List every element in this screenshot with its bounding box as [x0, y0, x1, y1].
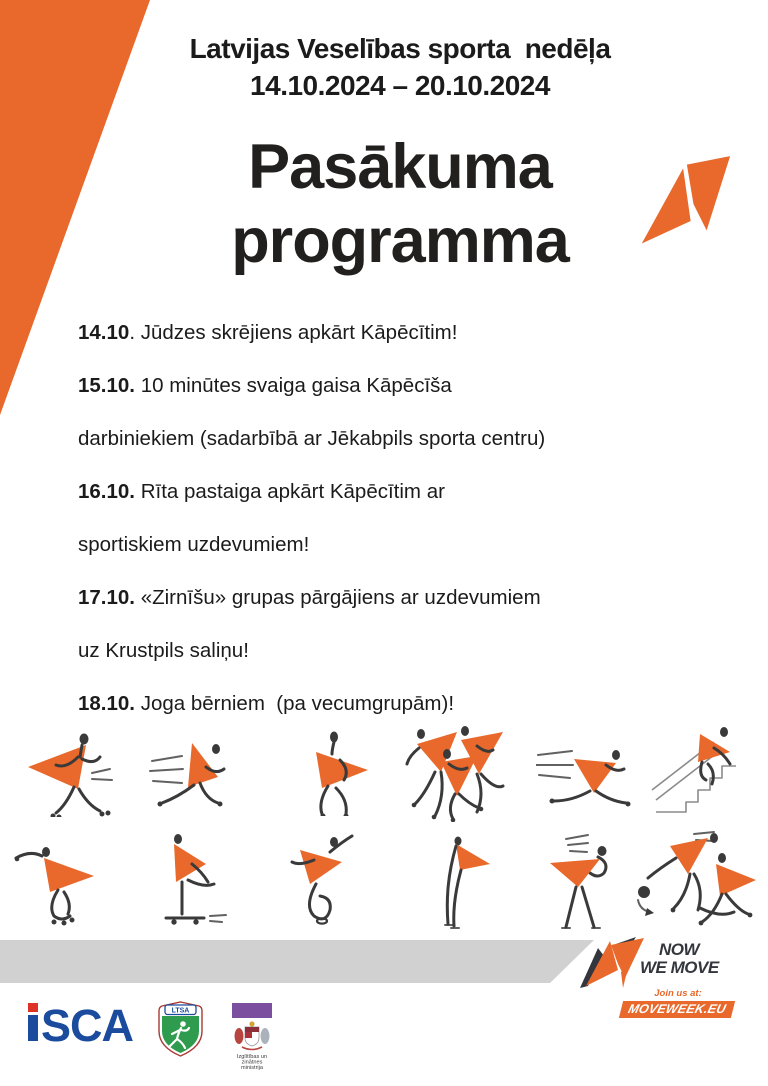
- page-title-line2: programma: [231, 206, 569, 276]
- schedule-list: [78, 306, 718, 730]
- event-dates: 14.10.2024 – 20.10.2024: [250, 70, 550, 101]
- schedule-line: 15.10. 10 minūtes svaiga gaisa Kāpēcīša: [78, 374, 452, 397]
- footer-band: [0, 940, 594, 983]
- page-title: [110, 130, 690, 278]
- figure-crouch-skating-icon: [14, 832, 112, 927]
- ltsa-logo: [157, 1001, 204, 1057]
- figure-dancing-icon: [280, 832, 368, 927]
- schedule-line: 16.10. Rīta pastaiga apkārt Kāpēcītim ar: [78, 480, 445, 503]
- ltsa-wordmark: LTSA: [171, 1007, 190, 1015]
- figure-skateboarding-icon: [140, 832, 235, 932]
- page-title-line1: Pasākuma: [248, 132, 552, 202]
- figure-stair-climbing-icon: [650, 724, 752, 816]
- figure-sprint-start-icon: [148, 733, 243, 813]
- now-we-move-wordmark: NOW WE MOVE: [640, 940, 719, 977]
- moveweek-badge: MOVEWEEK.EU: [619, 1001, 735, 1018]
- isca-wordmark: SCA: [41, 1002, 134, 1044]
- isca-logo: [24, 1002, 136, 1044]
- ministry-caption: Izglītības un zinātnes ministrija: [236, 1053, 268, 1071]
- figure-forward-bend-icon: [418, 834, 490, 934]
- schedule-line: uz Krustpils saliņu!: [78, 639, 249, 662]
- ministry-logo: [230, 1002, 274, 1052]
- figure-roller-skating-icon: [22, 727, 137, 817]
- paper-plane-icon: [638, 155, 732, 255]
- join-us-caption: Join us at:: [654, 988, 702, 999]
- figure-football-icon: [630, 830, 765, 935]
- figure-stretching-icon: [540, 833, 635, 935]
- event-title: Latvijas Veselības sporta nedēļa: [189, 33, 611, 64]
- schedule-line: 18.10. Joga bērniem (pa vecumgrupām)!: [78, 692, 455, 715]
- figure-sprinting-icon: [536, 737, 648, 813]
- figure-group-running-icon: [405, 724, 530, 822]
- header: [110, 30, 690, 104]
- schedule-line: 17.10. «Zirnīšu» grupas pārgājiens ar uzdevumiem: [78, 586, 541, 609]
- schedule-line: sportiskiem uzdevumiem!: [78, 533, 310, 556]
- figure-running-icon: [288, 726, 380, 816]
- schedule-line: 14.10. Jūdzes skrējiens apkārt Kāpēcītim!: [78, 321, 458, 344]
- schedule-line: darbiniekiem (sadarbībā ar Jēkabpils sporta centru): [78, 427, 546, 450]
